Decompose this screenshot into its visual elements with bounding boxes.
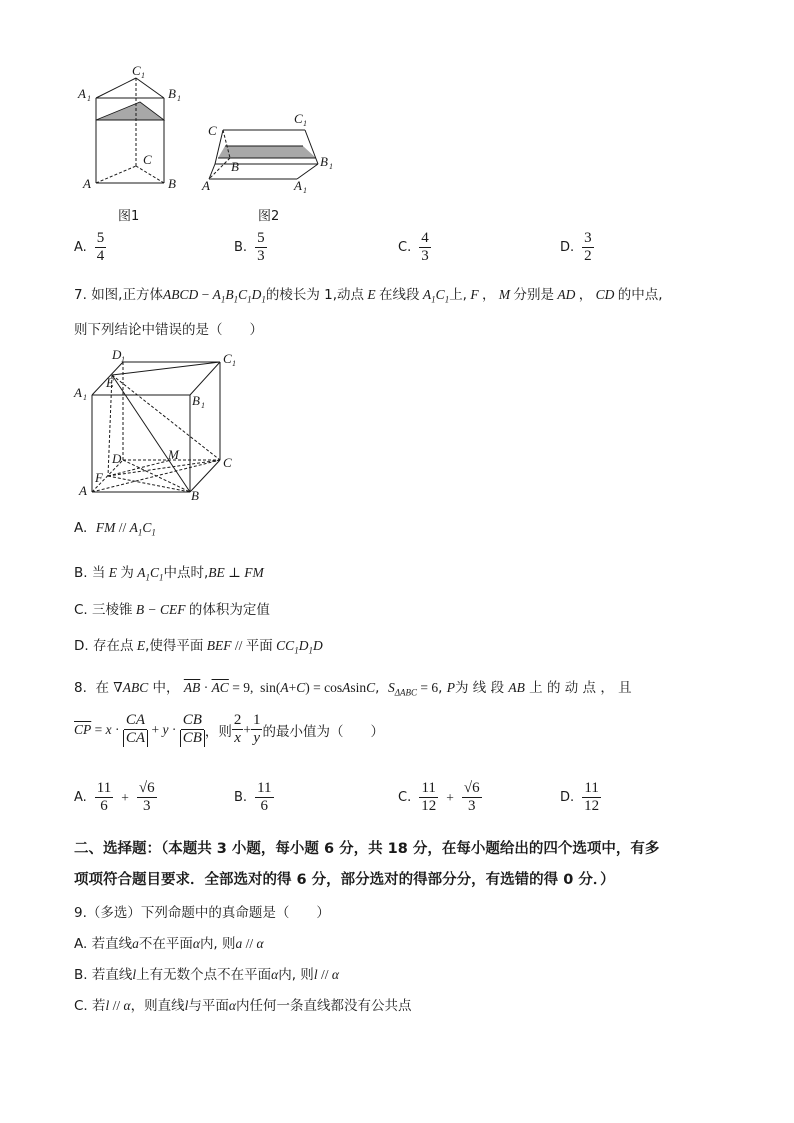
fig1-label-b: B xyxy=(168,176,176,191)
fig2-label-a1: A xyxy=(294,178,302,193)
fig2-label-a: A xyxy=(202,178,210,193)
q6-option-d[interactable] xyxy=(560,230,594,265)
svg-text:1: 1 xyxy=(83,393,87,402)
fig2-label-c: C xyxy=(208,123,217,138)
q6-option-b[interactable] xyxy=(234,230,267,265)
fig2-label-b: B xyxy=(231,159,239,174)
svg-text:1: 1 xyxy=(303,186,307,195)
cube-label-a1: A xyxy=(74,385,82,400)
fig1-label-c1: C xyxy=(132,63,141,78)
fig1-label-a1: A xyxy=(78,86,86,101)
q6-option-b-value: $\frac{5}{3}$ xyxy=(257,230,265,264)
q6-option-c-label: C. xyxy=(398,240,412,255)
q6-option-c-value: $\frac{4}{3}$ xyxy=(421,230,429,264)
svg-text:1: 1 xyxy=(303,119,307,128)
section-2-heading: 二、选择题：（本题共 3 小题，每小题 6 分，共 18 分，在每小题给出的四个选项中，有多 xyxy=(74,841,660,857)
cube-label-e: E xyxy=(106,375,114,390)
cube-label-b: B xyxy=(191,488,199,503)
fig1-label-a: A xyxy=(83,176,91,191)
fig2-label-b1: B xyxy=(320,154,328,169)
fig1-label-b1: B xyxy=(168,86,176,101)
q7-option-b[interactable]: B. 当 E 为 $A_1C_1$中点时,BE ⊥ FM xyxy=(74,565,264,583)
q6-option-d-value: $\frac{3}{2}$ xyxy=(584,230,592,264)
q9-option-a[interactable]: A. 若直线a不在平面α内, 则a // α xyxy=(74,936,264,952)
q8-option-b[interactable]: B. $\frac{11}{6}$ xyxy=(234,780,272,814)
q9-option-c[interactable]: C. 若l // α，则直线l与平面α内任何一条直线都没有公共点 xyxy=(74,998,412,1014)
q8-stem: 8. 在 ∇ABC 中， $\overline{AB} \cdot \overline{AC} = 9$, sin(A+C) = cosAsinC, $S_{\Delta ABC} = 6$, P为 线 段 AB 上 的 动 点 ， 且 xyxy=(74,680,632,698)
cube-label-a: A xyxy=(79,483,87,498)
cube-label-c1: C xyxy=(223,351,232,366)
q8-option-c[interactable]: C. $\frac{11}{12}$ + $\frac{√6}{3}$ xyxy=(398,780,480,814)
figure-1-prism xyxy=(70,58,200,228)
svg-text:1: 1 xyxy=(329,162,333,171)
figure-2-prism xyxy=(198,108,348,230)
svg-text:1: 1 xyxy=(121,355,125,364)
fig1-label-c: C xyxy=(143,152,152,167)
q6-option-c[interactable] xyxy=(398,230,431,265)
section-2-heading-line2: 项项符合题目要求．全部选对的得 6 分，部分选对的得部分分，有选错的得 0 分．） xyxy=(74,872,615,888)
q9-stem: 9.（多选）下列命题中的真命题是（ ） xyxy=(74,905,330,921)
cube-label-m: M xyxy=(168,447,179,462)
q9-option-b[interactable]: B. 若直线l上有无数个点不在平面α内, 则l // α xyxy=(74,967,339,983)
q6-option-a-label: A. xyxy=(74,240,87,255)
fig2-caption: 图2 xyxy=(258,209,280,224)
figure-cube xyxy=(70,345,245,505)
fig1-shaded-section xyxy=(96,102,164,120)
svg-text:1: 1 xyxy=(177,94,181,103)
q8-stem-line2: $\overline{CP}$ = x · $\frac{CA}{CA}$ + y · $\frac{CB}{CB}$ ，则 $\frac{2}{x}$ + $\frac{1}{y}$ 的最小值为（ ） xyxy=(74,712,384,746)
q8-option-a[interactable]: A. $\frac{11}{6}$ + $\frac{√6}{3}$ xyxy=(74,780,155,814)
q7-stem-line2: 则下列结论中错误的是（ ） xyxy=(74,322,263,338)
cube-label-c: C xyxy=(223,455,232,470)
svg-text:1: 1 xyxy=(232,359,236,368)
q7-option-c[interactable]: C. 三棱锥 B − CEF 的体积为定值 xyxy=(74,602,270,618)
svg-text:1: 1 xyxy=(201,401,205,410)
fig1-caption: 图1 xyxy=(118,209,140,224)
q7-option-a[interactable]: A. FM // $A_1C_1$ xyxy=(74,520,156,538)
svg-text:1: 1 xyxy=(141,71,145,80)
q7-option-d[interactable]: D. 存在点 E,使得平面 BEF // 平面 $CC_1D_1D$ xyxy=(74,638,323,656)
q7-stem: 7. 如图,正方体ABCD − $A_1B_1C_1D_1$的棱长为 1,动点 E 在线段 $A_1C_1$上, F ， M 分别是 AD ， CD 的中点, xyxy=(74,287,663,305)
q6-option-a-value: $\frac{5}{4}$ xyxy=(96,230,105,264)
cube-label-d: D xyxy=(112,451,122,466)
q8-option-d[interactable]: D. $\frac{11}{12}$ xyxy=(560,780,600,814)
q6-option-d-label: D. xyxy=(560,240,575,255)
svg-text:1: 1 xyxy=(87,94,91,103)
cube-label-f: F xyxy=(95,470,103,485)
cube-label-b1: B xyxy=(192,393,200,408)
q6-option-b-label: B. xyxy=(234,240,248,255)
cube-label-d1: D xyxy=(112,347,122,362)
fig2-shaded-section xyxy=(218,146,316,158)
fig2-label-c1: C xyxy=(294,111,303,126)
q6-option-a[interactable] xyxy=(74,230,106,265)
